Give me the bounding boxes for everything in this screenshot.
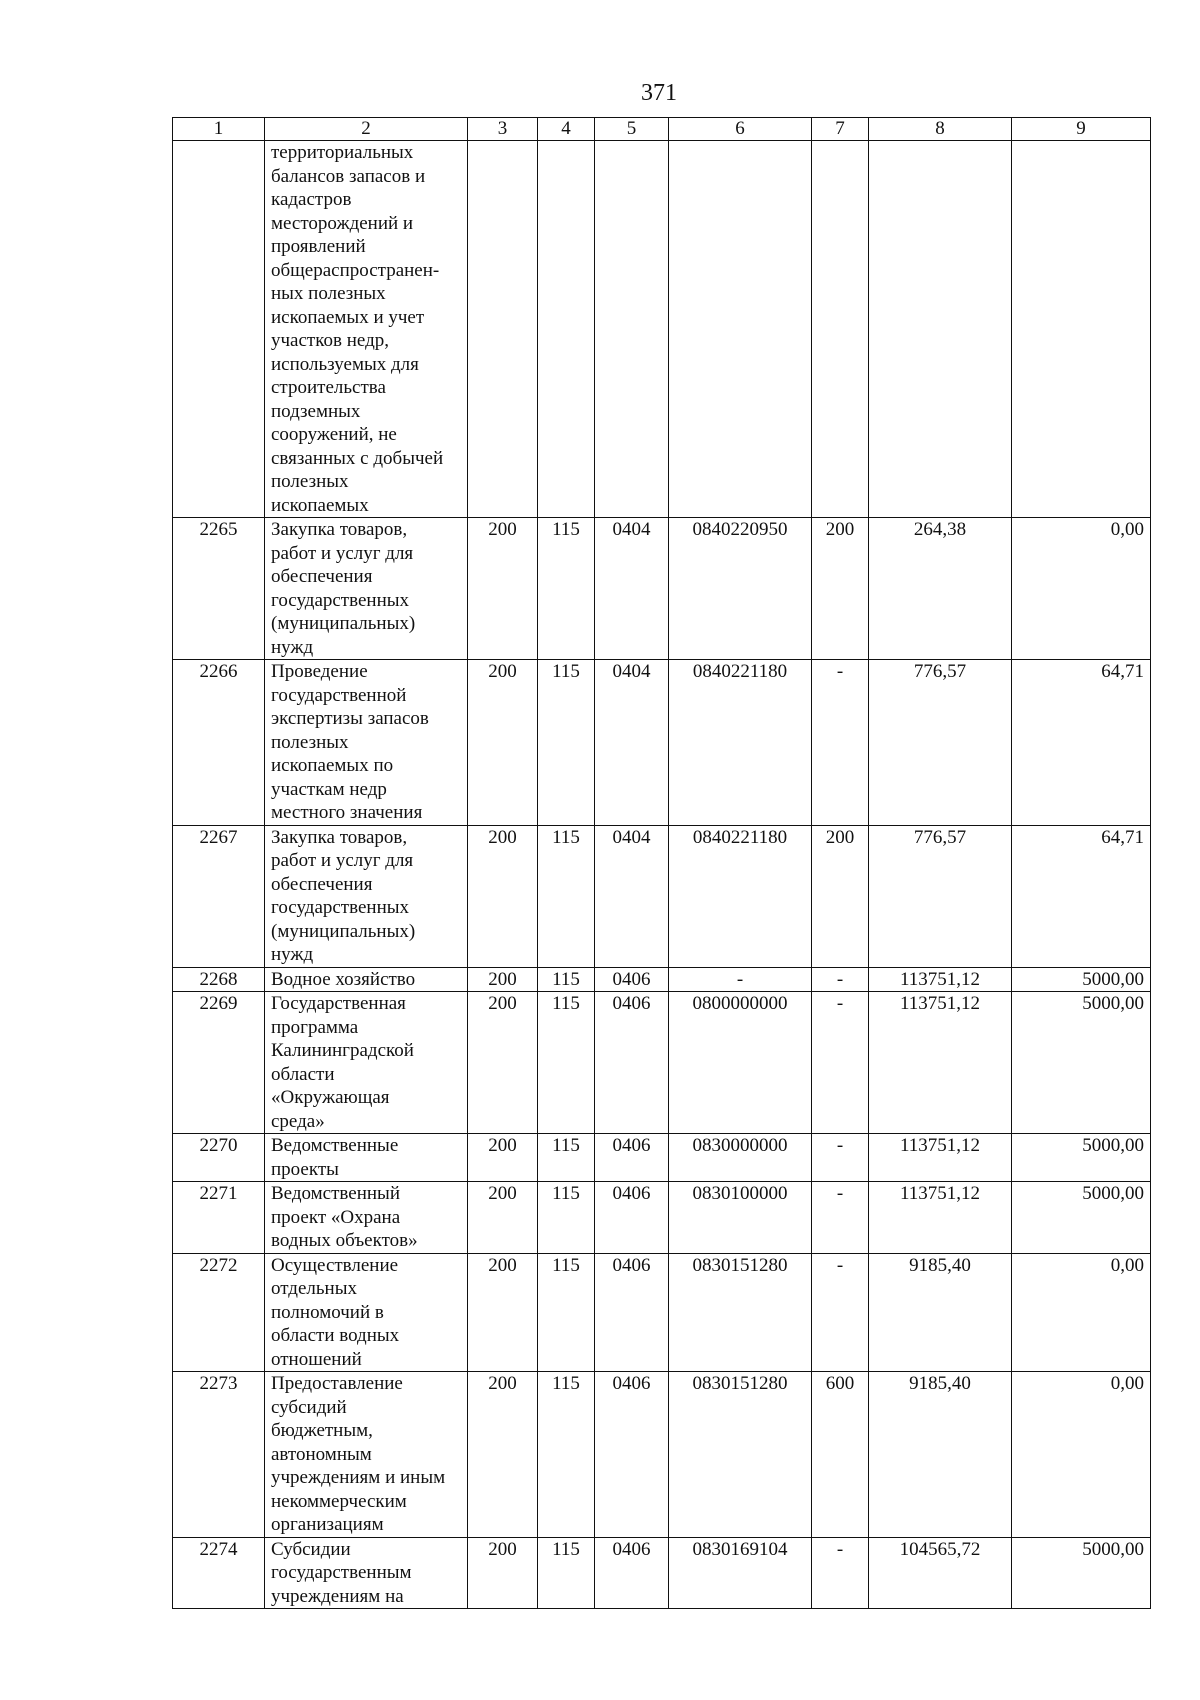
col9-value: 5000,00	[1012, 967, 1151, 992]
col9-value: 64,71	[1012, 825, 1151, 967]
row-name: территориальных балансов запасов и кадастров месторождений и проявлений общераспространен- ных полезных ископаемых и учет участков недр, используемых для строительства подземных сооружений, не связанных с добычей полезных ископаемых	[265, 141, 468, 518]
header-cell: 3	[468, 118, 538, 141]
row-number	[173, 141, 265, 518]
col3-value: 200	[468, 825, 538, 967]
col6-value: 0830151280	[669, 1253, 812, 1372]
col6-value: 0830169104	[669, 1537, 812, 1609]
col8-value: 113751,12	[869, 992, 1012, 1134]
col4-value: 115	[538, 992, 595, 1134]
header-cell: 7	[812, 118, 869, 141]
col7-value: 200	[812, 518, 869, 660]
col7-value: -	[812, 967, 869, 992]
col6-value: 0830000000	[669, 1134, 812, 1182]
header-cell: 5	[595, 118, 669, 141]
col4-value: 115	[538, 1372, 595, 1538]
col4-value: 115	[538, 1134, 595, 1182]
page-number: 371	[641, 80, 677, 106]
col9-value: 0,00	[1012, 518, 1151, 660]
table-row	[173, 1537, 1151, 1609]
table-row	[173, 992, 1151, 1134]
row-number: 2267	[173, 825, 265, 967]
col7-value: -	[812, 660, 869, 826]
col5-value	[595, 141, 669, 518]
row-number: 2268	[173, 967, 265, 992]
col6-value	[669, 141, 812, 518]
header-cell: 1	[173, 118, 265, 141]
col5-value: 0404	[595, 660, 669, 826]
row-name: Ведомственный проект «Охрана водных объектов»	[265, 1182, 468, 1254]
col6-value: 0830100000	[669, 1182, 812, 1254]
col4-value: 115	[538, 1537, 595, 1609]
col4-value: 115	[538, 660, 595, 826]
table-row	[173, 518, 1151, 660]
col6-value: 0800000000	[669, 992, 812, 1134]
col5-value: 0406	[595, 1253, 669, 1372]
col9-value	[1012, 141, 1151, 518]
row-name: Осуществление отдельных полномочий в области водных отношений	[265, 1253, 468, 1372]
col5-value: 0406	[595, 967, 669, 992]
row-number: 2272	[173, 1253, 265, 1372]
row-name: Предоставление субсидий бюджетным, автономным учреждениям и иным некоммерческим организациям	[265, 1372, 468, 1538]
row-name: Закупка товаров, работ и услуг для обеспечения государственных (муниципальных) нужд	[265, 518, 468, 660]
col5-value: 0406	[595, 1537, 669, 1609]
table-row	[173, 1372, 1151, 1538]
row-number: 2269	[173, 992, 265, 1134]
col3-value: 200	[468, 1253, 538, 1372]
col8-value: 776,57	[869, 825, 1012, 967]
table-row	[173, 141, 1151, 518]
row-number: 2273	[173, 1372, 265, 1538]
col4-value	[538, 141, 595, 518]
col3-value: 200	[468, 1372, 538, 1538]
table-row	[173, 1253, 1151, 1372]
col3-value: 200	[468, 518, 538, 660]
table-row	[173, 660, 1151, 826]
col8-value: 9185,40	[869, 1372, 1012, 1538]
col9-value: 5000,00	[1012, 992, 1151, 1134]
col6-value: 0830151280	[669, 1372, 812, 1538]
col3-value: 200	[468, 967, 538, 992]
header-cell: 6	[669, 118, 812, 141]
col6-value: -	[669, 967, 812, 992]
row-name: Водное хозяйство	[265, 967, 468, 992]
row-number: 2266	[173, 660, 265, 826]
col4-value: 115	[538, 518, 595, 660]
col3-value: 200	[468, 1182, 538, 1254]
col8-value: 776,57	[869, 660, 1012, 826]
col8-value	[869, 141, 1012, 518]
col7-value: 600	[812, 1372, 869, 1538]
col9-value: 5000,00	[1012, 1134, 1151, 1182]
col8-value: 113751,12	[869, 1134, 1012, 1182]
table-row	[173, 967, 1151, 992]
col7-value: -	[812, 1182, 869, 1254]
col6-value: 0840221180	[669, 825, 812, 967]
col3-value	[468, 141, 538, 518]
header-cell: 4	[538, 118, 595, 141]
col8-value: 9185,40	[869, 1253, 1012, 1372]
col6-value: 0840221180	[669, 660, 812, 826]
col7-value: -	[812, 1537, 869, 1609]
col9-value: 0,00	[1012, 1253, 1151, 1372]
budget-table	[172, 117, 1151, 1609]
row-name: Закупка товаров, работ и услуг для обеспечения государственных (муниципальных) нужд	[265, 825, 468, 967]
row-name: Субсидии государственным учреждениям на	[265, 1537, 468, 1609]
col3-value: 200	[468, 1537, 538, 1609]
header-cell: 2	[265, 118, 468, 141]
col4-value: 115	[538, 1253, 595, 1372]
table-row	[173, 1182, 1151, 1254]
col7-value: -	[812, 1134, 869, 1182]
row-name: Ведомственные проекты	[265, 1134, 468, 1182]
col9-value: 5000,00	[1012, 1182, 1151, 1254]
row-number: 2265	[173, 518, 265, 660]
col5-value: 0406	[595, 1372, 669, 1538]
col4-value: 115	[538, 967, 595, 992]
col5-value: 0404	[595, 518, 669, 660]
col5-value: 0404	[595, 825, 669, 967]
row-name: Государственная программа Калининградской области «Окружающая среда»	[265, 992, 468, 1134]
row-name: Проведение государственной экспертизы запасов полезных ископаемых по участкам недр местного значения	[265, 660, 468, 826]
col7-value	[812, 141, 869, 518]
header-cell: 9	[1012, 118, 1151, 141]
col9-value: 0,00	[1012, 1372, 1151, 1538]
table-row	[173, 825, 1151, 967]
header-cell: 8	[869, 118, 1012, 141]
col7-value: -	[812, 992, 869, 1134]
col5-value: 0406	[595, 1182, 669, 1254]
col8-value: 104565,72	[869, 1537, 1012, 1609]
col9-value: 64,71	[1012, 660, 1151, 826]
row-number: 2270	[173, 1134, 265, 1182]
col3-value: 200	[468, 992, 538, 1134]
col8-value: 264,38	[869, 518, 1012, 660]
col3-value: 200	[468, 660, 538, 826]
table-row	[173, 1134, 1151, 1182]
col9-value: 5000,00	[1012, 1537, 1151, 1609]
col5-value: 0406	[595, 992, 669, 1134]
col7-value: -	[812, 1253, 869, 1372]
col4-value: 115	[538, 825, 595, 967]
col8-value: 113751,12	[869, 1182, 1012, 1254]
col8-value: 113751,12	[869, 967, 1012, 992]
col4-value: 115	[538, 1182, 595, 1254]
row-number: 2271	[173, 1182, 265, 1254]
row-number: 2274	[173, 1537, 265, 1609]
header-row	[173, 118, 1151, 141]
col6-value: 0840220950	[669, 518, 812, 660]
col5-value: 0406	[595, 1134, 669, 1182]
col3-value: 200	[468, 1134, 538, 1182]
col7-value: 200	[812, 825, 869, 967]
